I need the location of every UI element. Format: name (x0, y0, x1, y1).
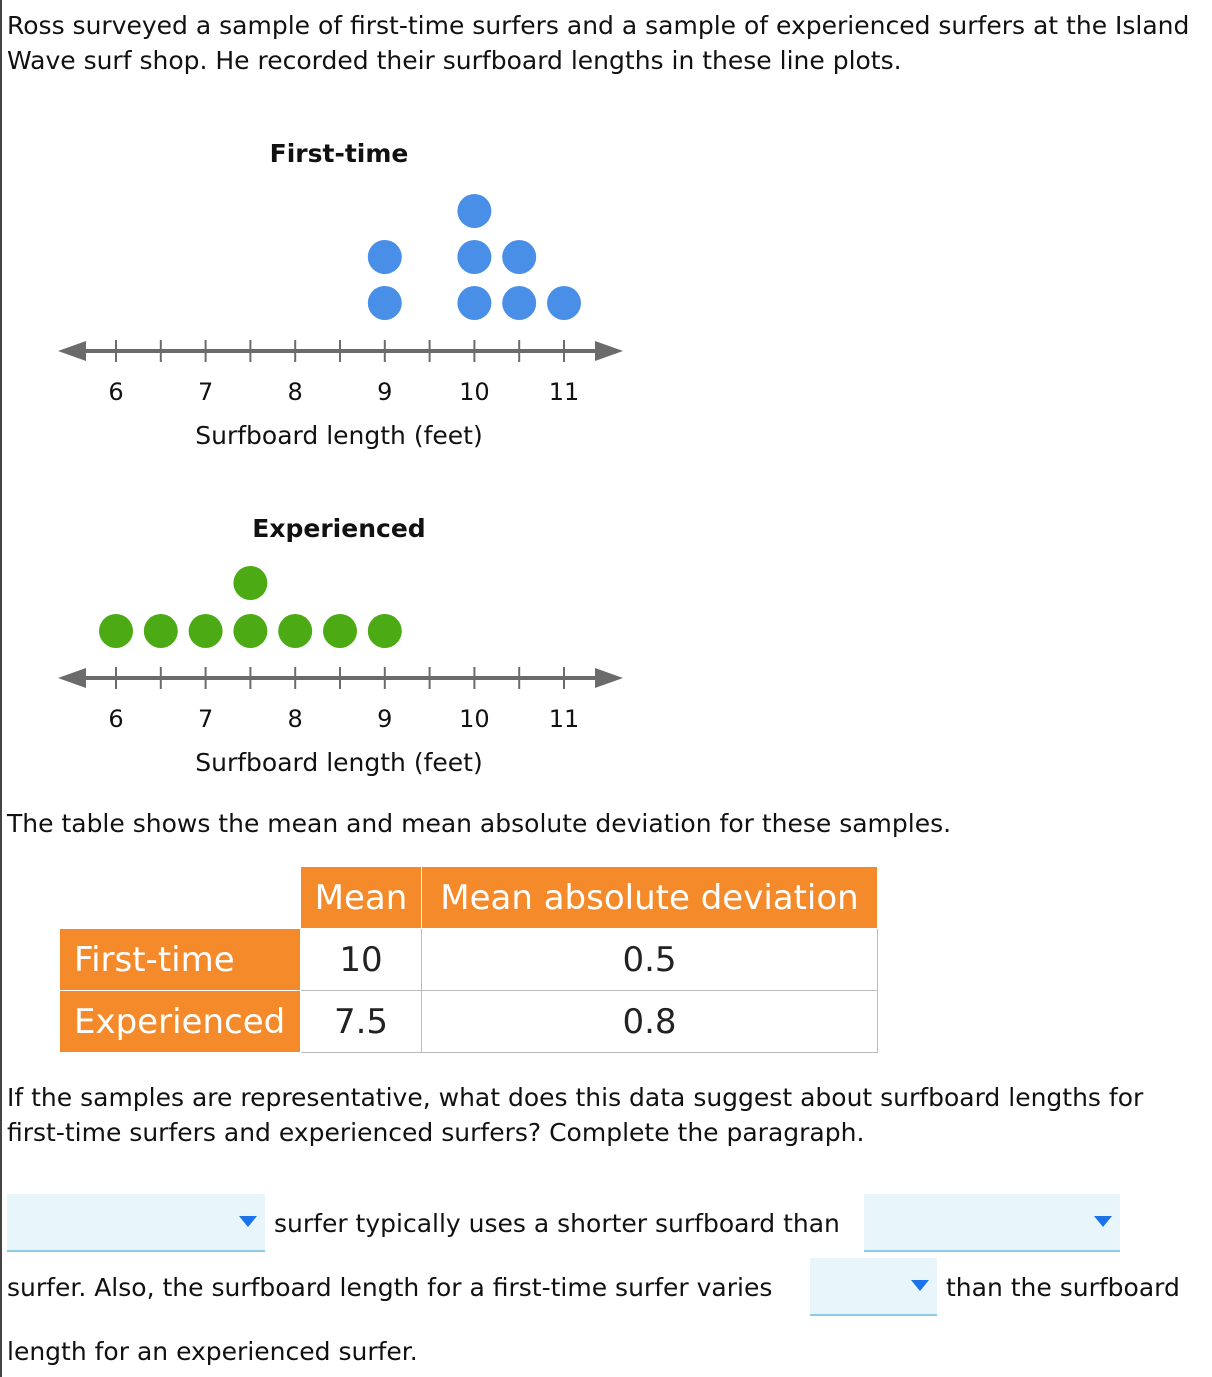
chevron-down-icon (1094, 1216, 1112, 1227)
axis-arrow-left (58, 341, 86, 361)
data-point (278, 614, 312, 648)
data-point (502, 286, 536, 320)
axis-arrow-right (595, 668, 623, 688)
data-point (368, 286, 402, 320)
tick-label: 6 (108, 705, 124, 733)
header-mad: Mean absolute deviation (422, 867, 878, 929)
axis-arrow-right (595, 341, 623, 361)
tick-label: 10 (459, 378, 490, 406)
tick-label: 6 (108, 378, 124, 406)
tick-label: 11 (548, 378, 580, 406)
paragraph-fragment: length for an experienced surfer. (7, 1337, 418, 1366)
table-intro-text: The table shows the mean and mean absolute deviation for these samples. (7, 809, 952, 838)
line-plot-first-time (2, 130, 662, 460)
stats-table (59, 866, 878, 1053)
paragraph-fragment: than the surfboard (946, 1273, 1180, 1302)
chart-title: First-time (269, 139, 409, 168)
dropdown-variation[interactable] (810, 1258, 937, 1316)
axis-arrow-left (58, 668, 86, 688)
chart-title: Experienced (252, 514, 426, 543)
tick-label: 10 (459, 705, 490, 733)
data-point (457, 194, 491, 228)
chevron-down-icon (911, 1280, 929, 1291)
x-axis-label: Surfboard length (feet) (195, 421, 483, 450)
question-text: If the samples are representative, what does this data suggest about surfboard lengths for first-time surfers and experienced surfers? Complete the paragraph. (7, 1083, 1144, 1147)
dropdown-shorter-surfer[interactable] (7, 1194, 265, 1252)
tick-label: 7 (197, 378, 214, 406)
data-point (547, 286, 581, 320)
cell-mean-first-time: 10 (301, 929, 422, 991)
data-point (323, 614, 357, 648)
data-point (233, 566, 267, 600)
data-point (189, 614, 223, 648)
table-corner (60, 867, 301, 929)
data-point (233, 614, 267, 648)
data-point (368, 240, 402, 274)
header-mean: Mean (301, 867, 422, 929)
paragraph-fragment: surfer. Also, the surfboard length for a first-time surfer varies (7, 1273, 773, 1302)
tick-label: 11 (548, 705, 580, 733)
tick-label: 8 (287, 378, 303, 406)
data-point (502, 240, 536, 274)
cell-mean-experienced: 7.5 (301, 991, 422, 1053)
intro-text: Ross surveyed a sample of first-time surfers and a sample of experienced surfers at the Island Wave surf shop. He recorded their surfboard lengths in these line plots. (7, 11, 1190, 75)
tick-label: 9 (377, 378, 393, 406)
tick-label: 9 (377, 705, 393, 733)
table-header-row (60, 867, 878, 929)
chevron-down-icon (239, 1216, 257, 1227)
dropdown-compared-surfer[interactable] (864, 1194, 1120, 1252)
cell-mad-experienced: 0.8 (422, 991, 878, 1053)
data-point (457, 286, 491, 320)
data-point (368, 614, 402, 648)
table-row (60, 929, 878, 991)
data-point (144, 614, 178, 648)
data-point (99, 614, 133, 648)
tick-label: 8 (287, 705, 303, 733)
paragraph-fragment: surfer typically uses a shorter surfboard than (274, 1209, 840, 1238)
line-plot-experienced (2, 506, 662, 786)
row-label-first-time: First-time (60, 929, 301, 991)
data-point (457, 240, 491, 274)
tick-label: 7 (197, 705, 214, 733)
cell-mad-first-time: 0.5 (422, 929, 878, 991)
table-row (60, 991, 878, 1053)
x-axis-label: Surfboard length (feet) (195, 748, 483, 777)
row-label-experienced: Experienced (60, 991, 301, 1053)
